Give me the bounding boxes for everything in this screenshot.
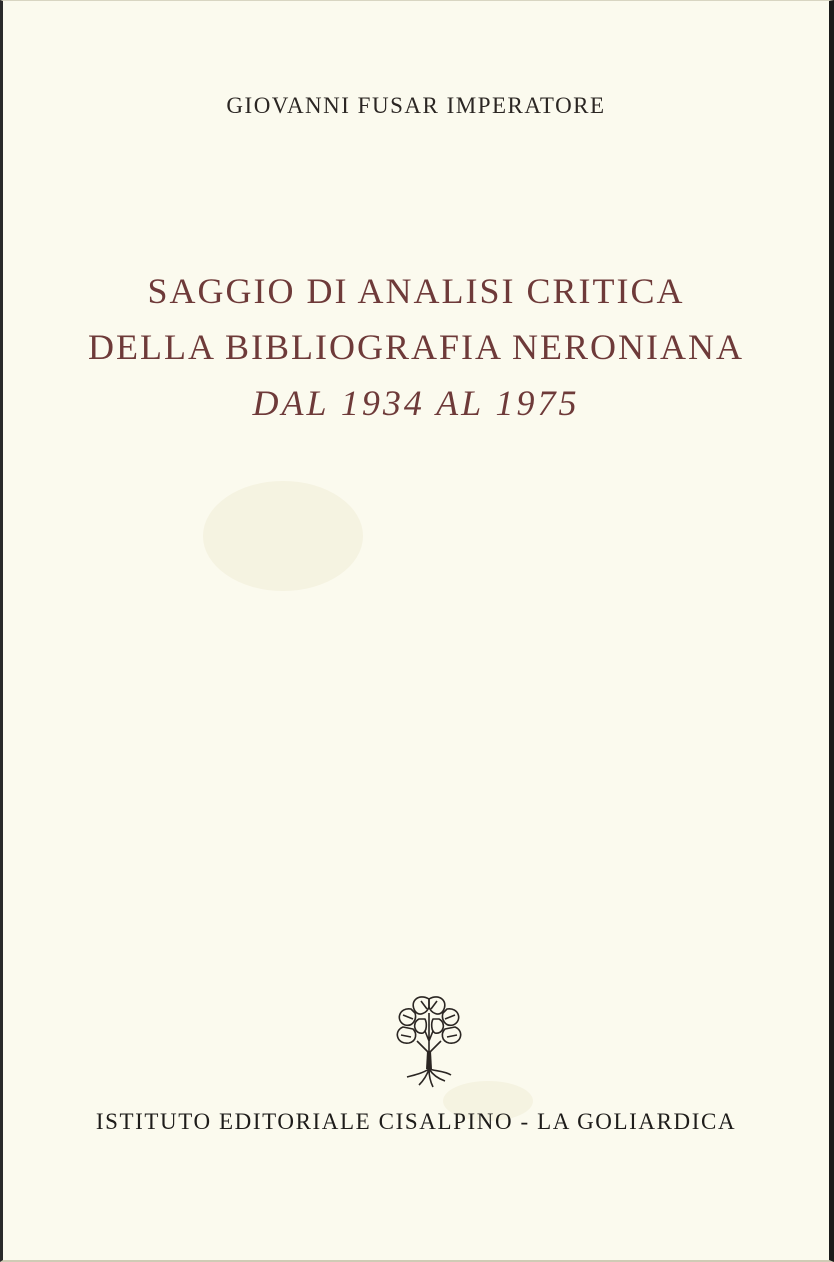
tree-icon [389, 991, 469, 1091]
title-line-3: DAL 1934 AL 1975 [252, 383, 580, 423]
paper-stain [203, 481, 363, 591]
author-name: GIOVANNI FUSAR IMPERATORE [226, 93, 606, 118]
title-line-1: SAGGIO DI ANALISI CRITICA [147, 271, 685, 311]
title-line-2: DELLA BIBLIOGRAFIA NERONIANA [88, 327, 744, 367]
book-title [3, 263, 829, 431]
publisher-name: ISTITUTO EDITORIALE CISALPINO - LA GOLIARDICA [95, 1109, 737, 1134]
